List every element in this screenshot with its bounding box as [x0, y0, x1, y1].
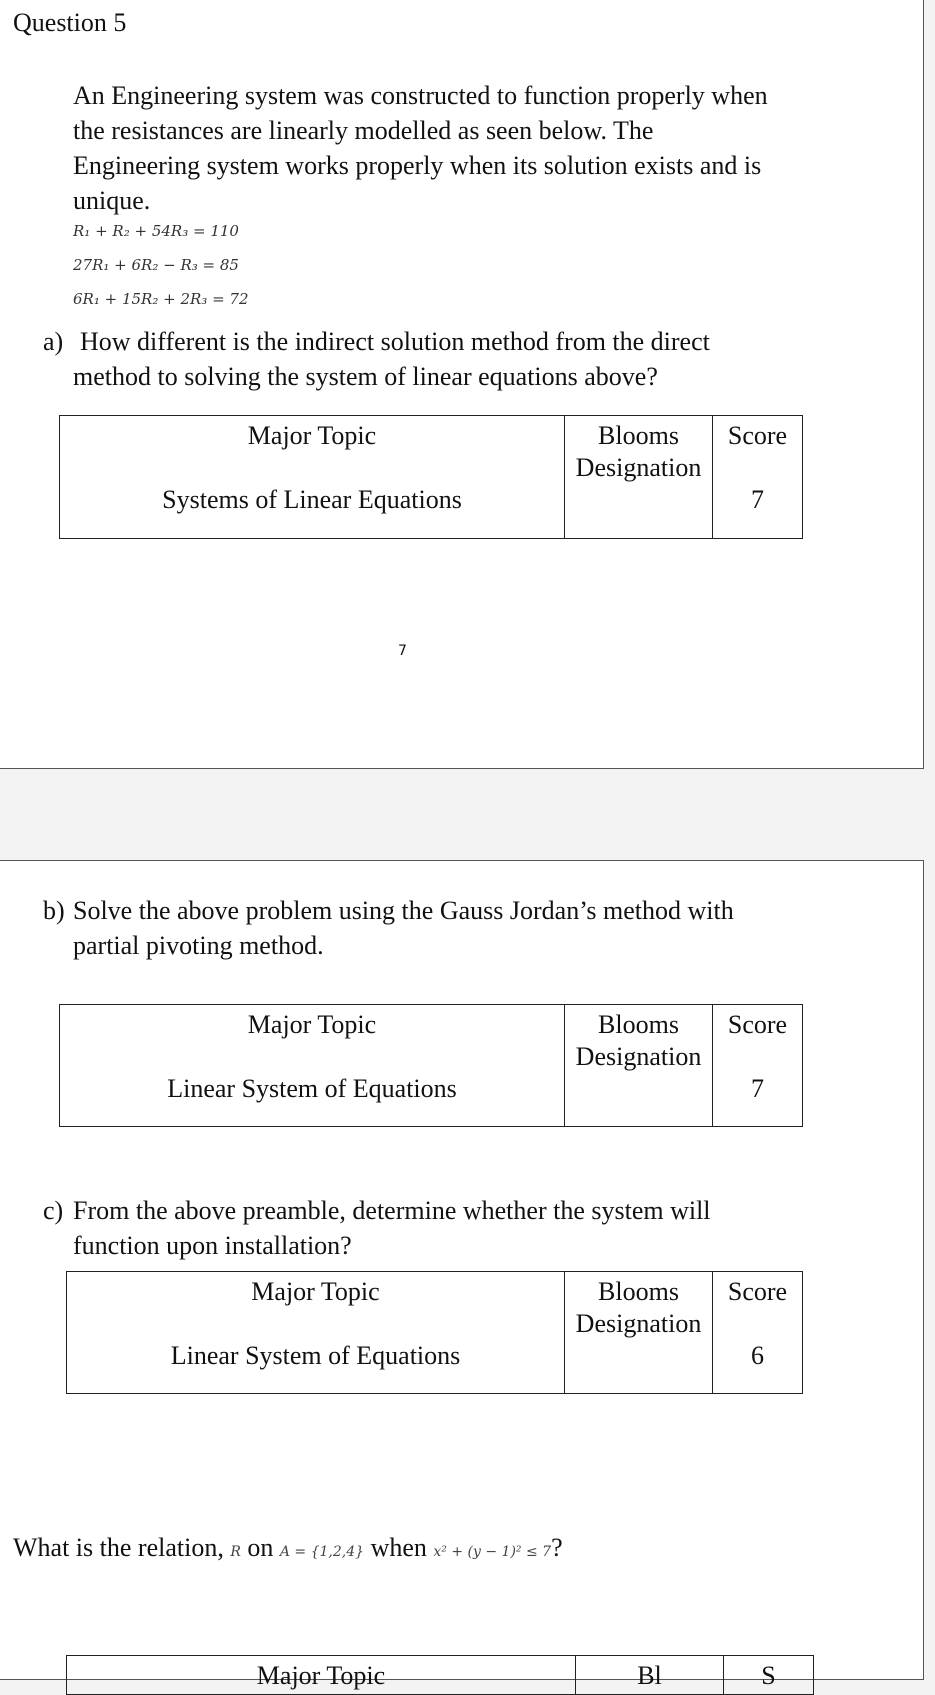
relation-set: A = {1,2,4}: [279, 1544, 365, 1560]
intro-line: unique.: [73, 186, 151, 215]
document-page-2: [0, 860, 924, 1690]
topic-table-partial: [66, 1655, 814, 1695]
intro-line: Engineering system works properly when its solution exists and is: [73, 151, 762, 180]
part-c-marker: c): [43, 1196, 64, 1225]
blooms-header: Blooms: [598, 1277, 679, 1306]
relation-question: [13, 1530, 563, 1570]
major-topic-cell: [67, 1656, 576, 1695]
part-b-line: partial pivoting method.: [73, 931, 324, 960]
score-header: Score: [727, 1277, 788, 1306]
topic-table-b: [59, 1004, 803, 1127]
score-cell: [713, 1005, 803, 1127]
major-topic-value: Linear System of Equations: [170, 1341, 461, 1370]
document-page-1: [0, 0, 924, 769]
part-b-marker: b): [43, 896, 65, 925]
major-topic-value: Linear System of Equations: [167, 1074, 457, 1103]
score-value: 6: [751, 1341, 764, 1370]
relation-qmark: ?: [551, 1533, 563, 1562]
intro-line: An Engineering system was constructed to function properly when: [73, 81, 768, 110]
page-number: 7: [398, 643, 407, 659]
blooms-header: Blooms: [598, 421, 679, 450]
equation-3: 6R₁ + 15R₂ + 2R₃ = 72: [73, 290, 249, 308]
relation-when: when: [370, 1533, 427, 1562]
question-intro: [73, 78, 873, 218]
designation-header: Designation: [575, 453, 702, 482]
major-topic-header: Major Topic: [256, 1661, 386, 1690]
score-header: Score: [727, 1010, 788, 1039]
part-a-question: [73, 324, 870, 394]
designation-header: Designation: [575, 1042, 702, 1071]
blooms-cell: [565, 416, 713, 539]
score-header: S: [761, 1661, 776, 1690]
major-topic-header: Major Topic: [247, 421, 377, 450]
major-topic-header: Major Topic: [251, 1277, 380, 1306]
blooms-cell: [576, 1656, 724, 1695]
relation-prefix: What is the relation,: [13, 1533, 224, 1562]
score-value: 7: [751, 485, 764, 514]
score-header: Score: [727, 421, 788, 450]
part-a-line: method to solving the system of linear equations above?: [73, 362, 658, 391]
part-b-question: [73, 893, 873, 963]
major-topic-cell: [67, 1272, 565, 1394]
question-title: Question 5: [13, 8, 127, 37]
major-topic-value: Systems of Linear Equations: [162, 485, 462, 514]
blooms-header: Blooms: [598, 1010, 679, 1039]
blooms-cell: [565, 1005, 713, 1127]
score-cell: [724, 1656, 814, 1695]
part-c-line: function upon installation?: [73, 1231, 352, 1260]
equation-2: 27R₁ + 6R₂ − R₃ = 85: [73, 256, 239, 274]
part-a-line: How different is the indirect solution method from the direct: [80, 327, 710, 356]
part-a-marker: a): [43, 327, 64, 356]
part-b-line: Solve the above problem using the Gauss Jordan’s method with: [73, 896, 734, 925]
relation-condition: x² + (y − 1)² ≤ 7: [433, 1544, 552, 1560]
intro-line: the resistances are linearly modelled as seen below. The: [73, 116, 654, 145]
part-c-line: From the above preamble, determine whether the system will: [73, 1196, 711, 1225]
designation-header: Designation: [575, 1309, 702, 1338]
score-value: 7: [751, 1074, 764, 1103]
equation-1: R₁ + R₂ + 54R₃ = 110: [73, 222, 239, 240]
relation-on: on: [247, 1533, 274, 1562]
blooms-cell: [565, 1272, 713, 1394]
topic-table-a: [59, 415, 803, 539]
major-topic-header: Major Topic: [247, 1010, 377, 1039]
blooms-header: Bl: [637, 1661, 662, 1690]
major-topic-cell: [60, 1005, 565, 1127]
score-cell: [713, 416, 803, 539]
relation-symbol: R: [230, 1544, 241, 1560]
part-c-question: [73, 1193, 873, 1263]
score-cell: [713, 1272, 803, 1394]
topic-table-c: [66, 1271, 803, 1394]
major-topic-cell: [60, 416, 565, 539]
